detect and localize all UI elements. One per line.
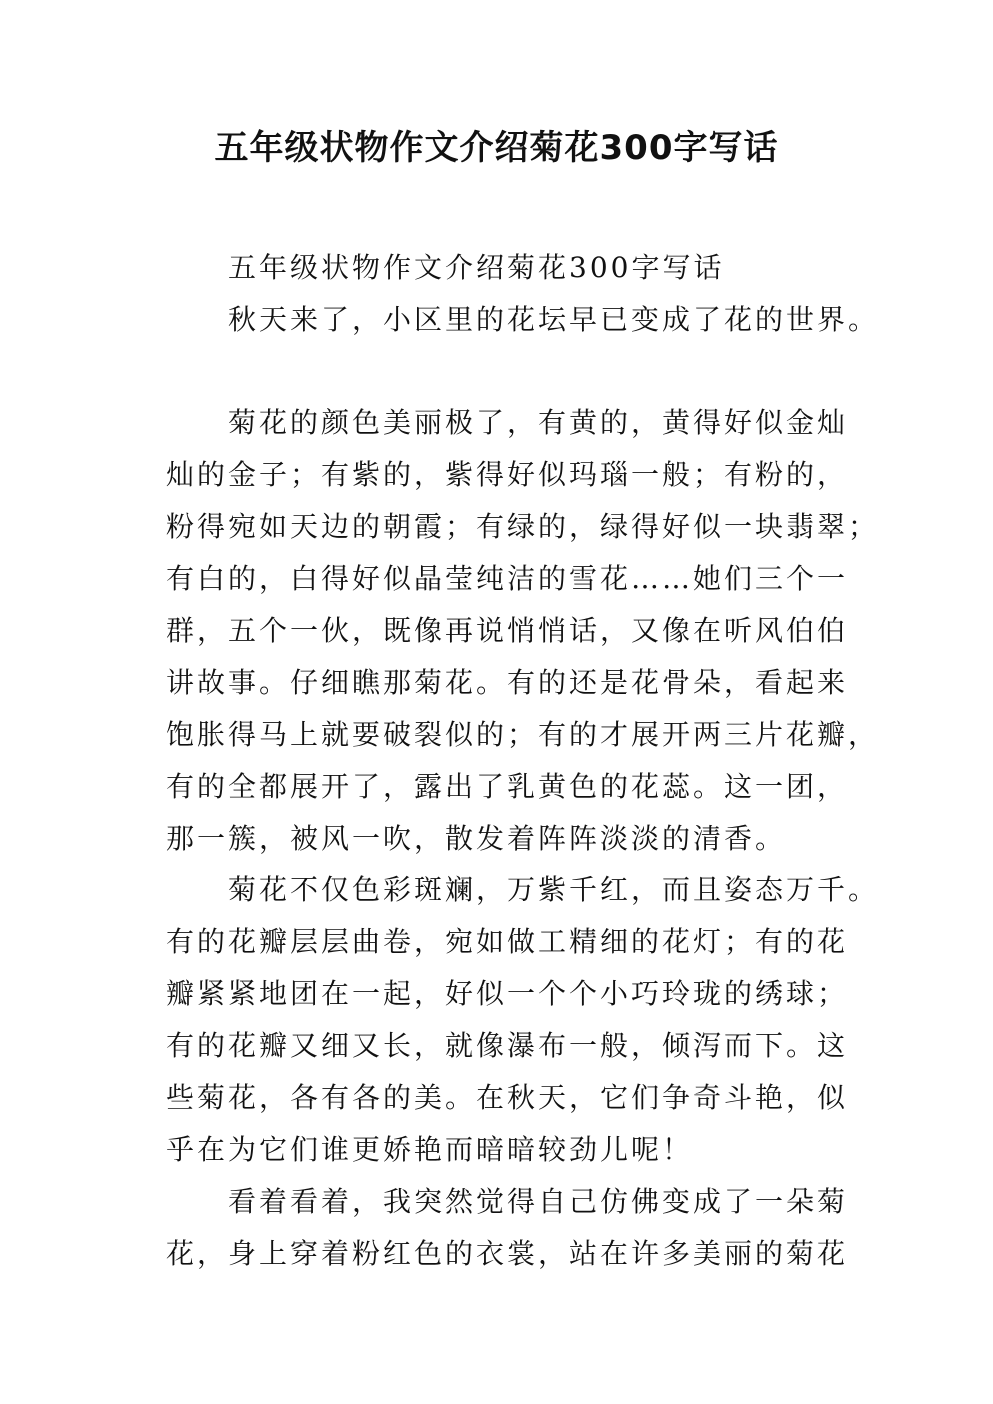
text-line: 秋天来了，小区里的花坛早已变成了花的世界。 [228, 303, 880, 336]
text-line: 看着看着，我突然觉得自己仿佛变成了一朵菊 [228, 1185, 849, 1218]
text-line: 花，身上穿着粉红色的衣裳，站在许多美丽的菊花 [166, 1237, 849, 1270]
text-line: 有的花瓣又细又长，就像瀑布一般，倾泻而下。这 [166, 1029, 849, 1062]
text-line: 五年级状物作文介绍菊花300字写话 [228, 251, 725, 284]
text-line: 有的花瓣层层曲卷，宛如做工精细的花灯；有的花 [166, 925, 849, 958]
text-line: 菊花的颜色美丽极了，有黄的，黄得好似金灿 [228, 406, 849, 439]
text-line: 瓣紧紧地团在一起，好似一个个小巧玲珑的绣球； [166, 977, 849, 1010]
text-line: 些菊花，各有各的美。在秋天，它们争奇斗艳，似 [166, 1081, 849, 1114]
text-line: 讲故事。仔细瞧那菊花。有的还是花骨朵，看起来 [166, 666, 849, 699]
text-line: 有白的，白得好似晶莹纯洁的雪花……她们三个一 [166, 562, 849, 595]
text-line: 群，五个一伙，既像再说悄悄话，又像在听风伯伯 [166, 614, 849, 647]
text-line: 饱胀得马上就要破裂似的；有的才展开两三片花瓣， [166, 718, 880, 751]
text-line: 菊花不仅色彩斑斓，万紫千红，而且姿态万千。 [228, 873, 880, 906]
text-line: 乎在为它们谁更娇艳而暗暗较劲儿呢！ [166, 1133, 694, 1166]
text-line: 有的全都展开了，露出了乳黄色的花蕊。这一团， [166, 770, 849, 803]
document-title: 五年级状物作文介绍菊花300字写话 [214, 128, 779, 168]
text-line: 那一簇，被风一吹，散发着阵阵淡淡的清香。 [166, 822, 787, 855]
text-line: 粉得宛如天边的朝霞；有绿的，绿得好似一块翡翠； [166, 510, 880, 543]
text-line: 灿的金子；有紫的，紫得好似玛瑙一般；有粉的， [166, 458, 849, 491]
